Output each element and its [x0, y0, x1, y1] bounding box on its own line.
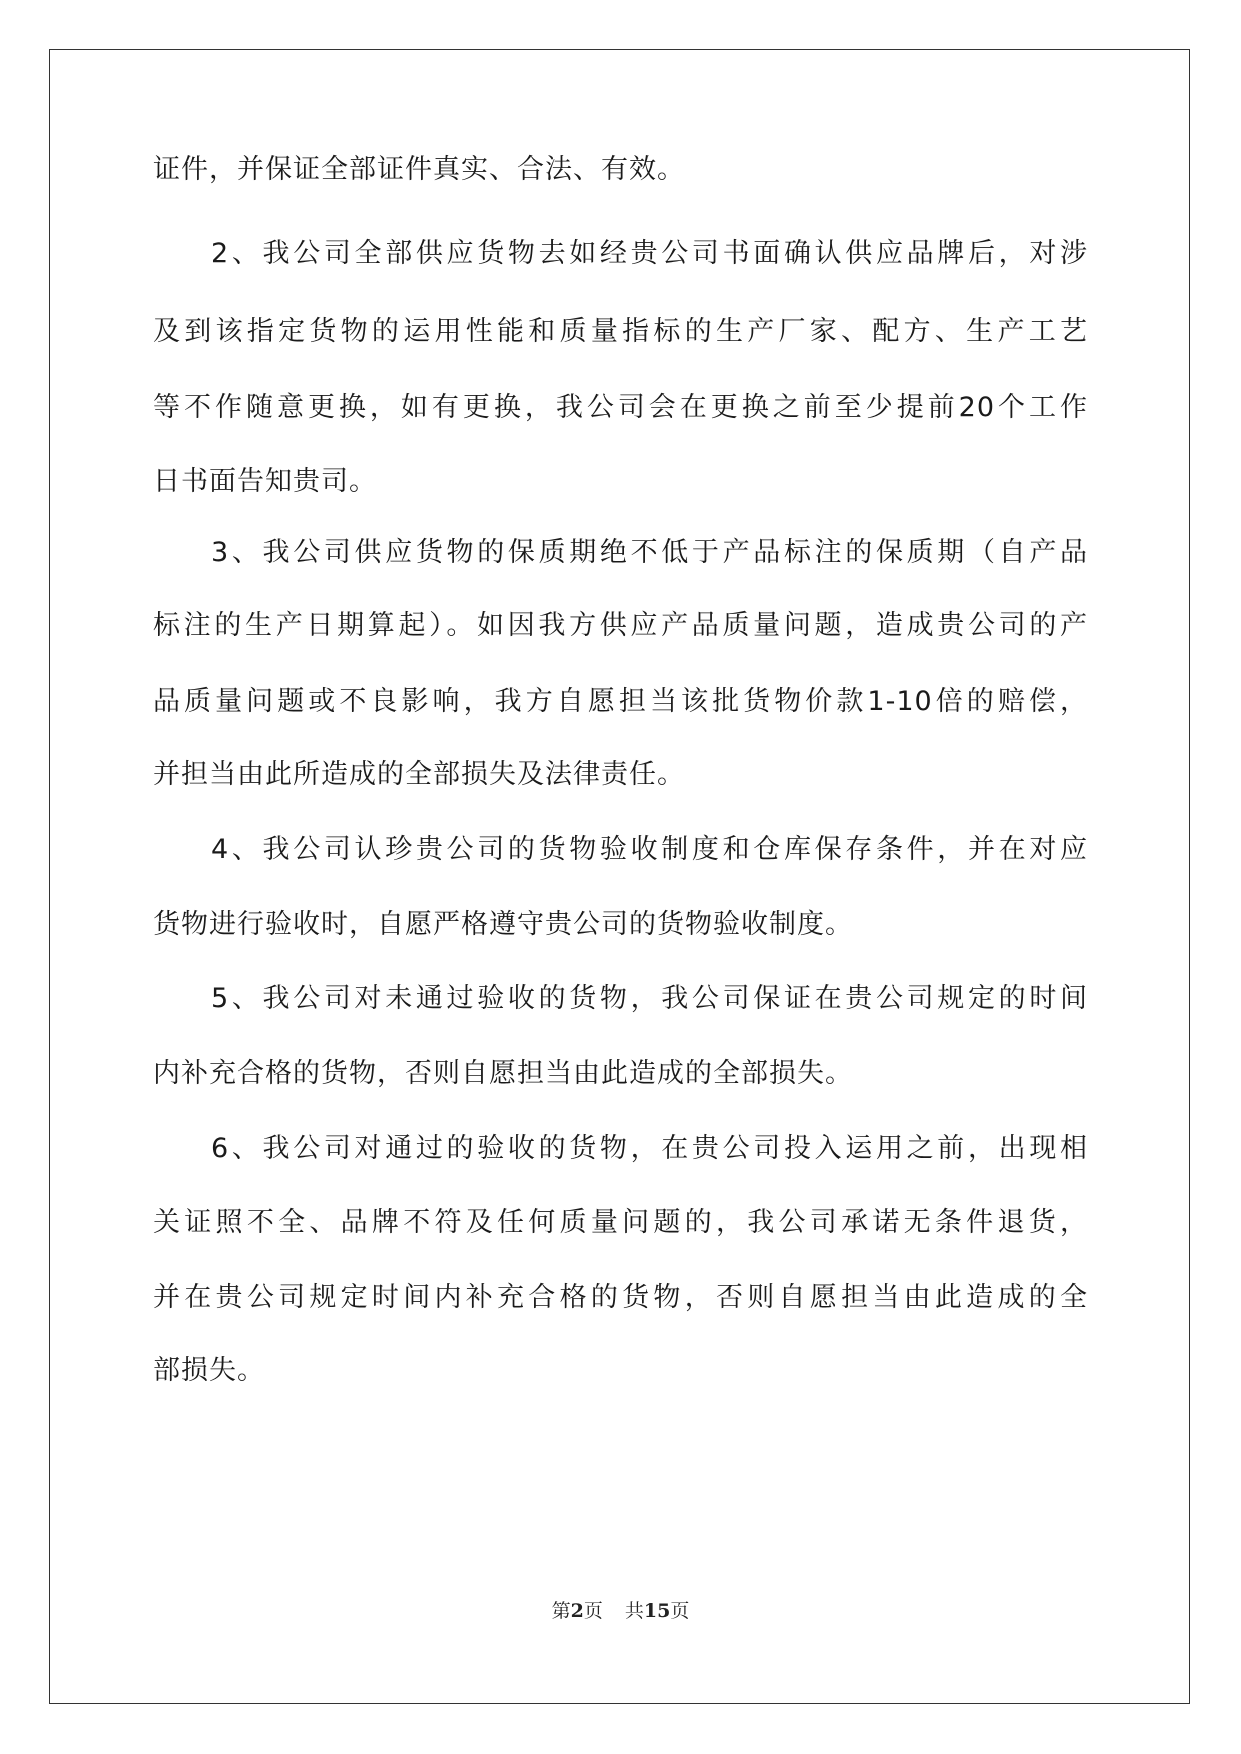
text-line: 货物进行验收时，自愿严格遵守贵公司的货物验收制度。 — [153, 909, 853, 940]
page-number: 2 — [570, 1600, 584, 1622]
text-line: 等不作随意更换，如有更换，我公司会在更换之前至少提前20个工作 — [153, 392, 1088, 423]
paragraph-3-line: 3、我公司供应货物的保质期绝不低于产品标注的保质期（自产品 — [211, 537, 1088, 568]
page-suffix: 页 — [583, 1600, 603, 1622]
text-line: 品质量问题或不良影响，我方自愿担当该批货物价款1-10倍的赔偿， — [153, 686, 1088, 717]
page-footer — [0, 1598, 1241, 1624]
paragraph-2-line: 2、我公司全部供应货物去如经贵公司书面确认供应品牌后，对涉 — [211, 238, 1088, 269]
paragraph-4-line: 4、我公司认珍贵公司的货物验收制度和仓库保存条件，并在对应 — [211, 834, 1088, 865]
page-border — [49, 49, 1190, 1704]
text-line: 日书面告知贵司。 — [153, 466, 377, 497]
total-prefix: 共 — [624, 1600, 644, 1622]
text-line: 并在贵公司规定时间内补充合格的货物，否则自愿担当由此造成的全 — [153, 1282, 1088, 1313]
text-line: 并担当由此所造成的全部损失及法律责任。 — [153, 759, 685, 790]
text-line: 标注的生产日期算起）。如因我方供应产品质量问题，造成贵公司的产 — [153, 610, 1088, 641]
text-line: 证件，并保证全部证件真实、合法、有效。 — [153, 154, 685, 185]
total-pages: 15 — [643, 1600, 671, 1622]
paragraph-6-line: 6、我公司对通过的验收的货物，在贵公司投入运用之前，出现相 — [211, 1133, 1088, 1164]
text-line: 部损失。 — [153, 1355, 265, 1386]
total-suffix: 页 — [670, 1600, 690, 1622]
page-prefix: 第 — [551, 1600, 571, 1622]
text-line: 及到该指定货物的运用性能和质量指标的生产厂家、配方、生产工艺 — [153, 316, 1088, 347]
text-line: 关证照不全、品牌不符及任何质量问题的，我公司承诺无条件退货， — [153, 1207, 1088, 1238]
text-line: 内补充合格的货物，否则自愿担当由此造成的全部损失。 — [153, 1058, 853, 1089]
paragraph-5-line: 5、我公司对未通过验收的货物，我公司保证在贵公司规定的时间 — [211, 983, 1088, 1014]
